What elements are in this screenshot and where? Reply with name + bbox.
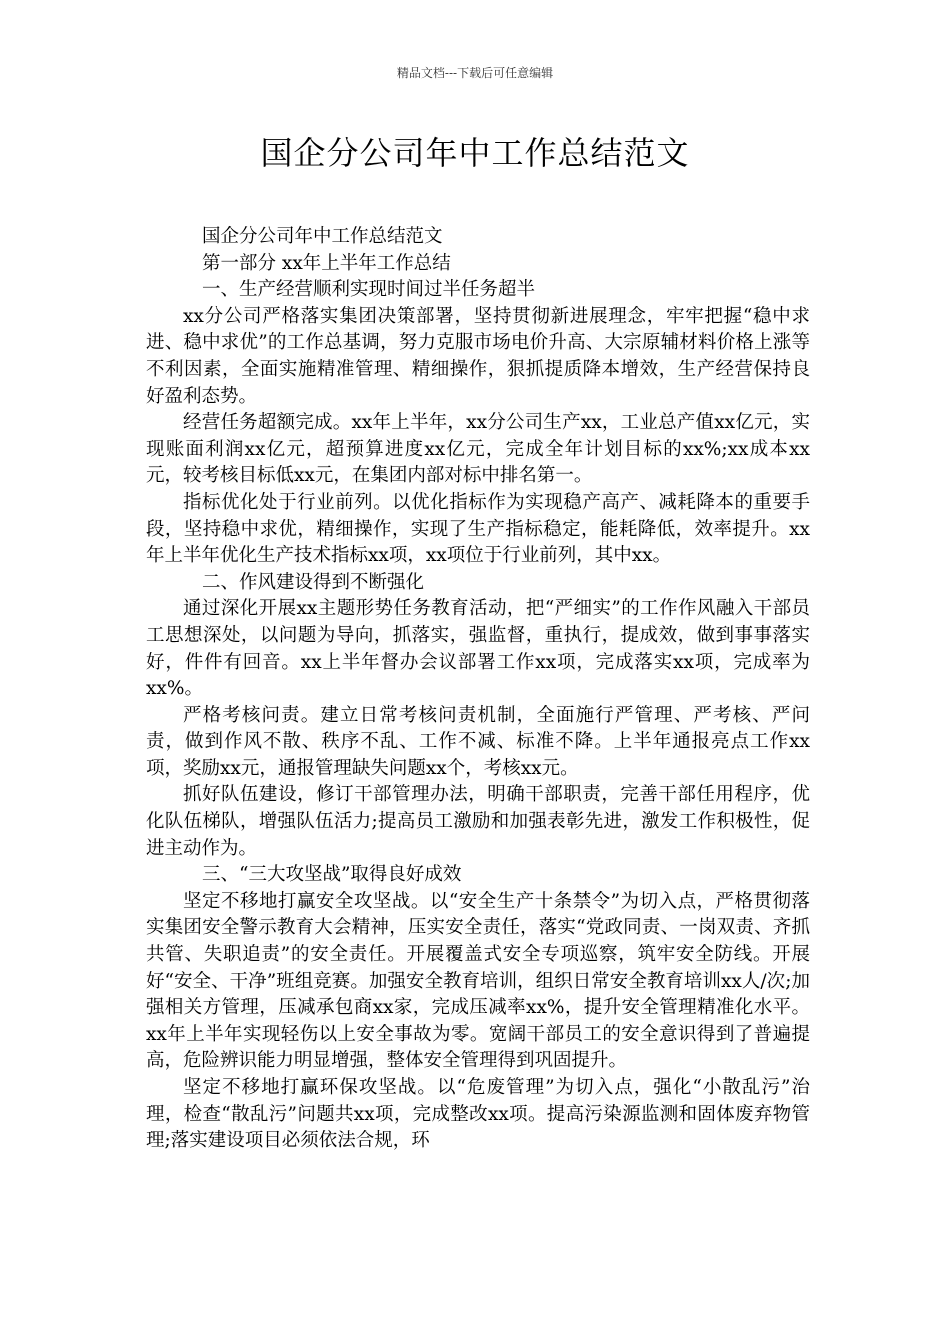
section-heading-3: 三、“三大攻坚战”取得良好成效 (202, 864, 462, 886)
header-watermark: 精品文档---下载后可任意编辑 (396, 66, 554, 80)
paragraph: 严格考核问责。建立日常考核问责机制，全面施行严管理、严考核、严问责，做到作风不散、秩序不乱、工作不减、标准不降。上半年通报亮点工作xx项，奖励xx元，通报管理缺失问题xx个，考核xx元。 (146, 704, 810, 779)
paragraph: 经营任务超额完成。xx年上半年，xx分公司生产xx，工业总产值xx亿元，实现账面利润xx亿元，超预算进度xx亿元，完成全年计划目标的xx%;xx成本xx元，较考核目标低xx元，在集团内部对标中排名第一。 (146, 412, 810, 487)
paragraph: 指标优化处于行业前列。以优化指标作为实现稳产高产、减耗降本的重要手段，坚持稳中求优，精细操作，实现了生产指标稳定，能耗降低，效率提升。xx年上半年优化生产技术指标xx项，xx项位于行业前列，其中xx。 (146, 491, 810, 567)
paragraph: 通过深化开展xx主题形势任务教育活动，把“严细实”的工作作风融入干部员工思想深处，以问题为导向，抓落实，强监督，重执行，提成效，做到事事落实好，件件有回音。xx上半年督办会议部署工作xx项，完成落实xx项，完成率为xx%。 (146, 598, 810, 700)
part-heading: 第一部分 xx年上半年工作总结 (202, 252, 451, 274)
paragraph: 抓好队伍建设，修订干部管理办法，明确干部职责，完善干部任用程序，优化队伍梯队，增强队伍活力;提高员工激励和加强表彰先进，激发工作积极性，促进主动作为。 (146, 784, 810, 859)
body-title-line: 国企分公司年中工作总结范文 (202, 226, 443, 247)
document-body (146, 224, 810, 1155)
paragraph: 坚定不移地打赢安全攻坚战。以“安全生产十条禁令”为切入点，严格贯彻落实集团安全警示教育大会精神，压实安全责任，落实“党政同责、一岗双责、齐抓共管、失职追责”的安全责任。开展覆盖式安全专项巡察，筑牢安全防线。开展好“安全、干净”班组竞赛。加强安全教育培训，组织日常安全教育培训xx人/次;加强相关方管理，压减承包商xx家，完成压减率xx%，提升安全管理精准化水平。xx年上半年实现轻伤以上安全事故为零。宽阔干部员工的安全意识得到了普遍提高，危险辨识能力明显增强，整体安全管理得到巩固提升。 (146, 890, 810, 1072)
paragraph: xx分公司严格落实集团决策部署，坚持贯彻新进展理念，牢牢把握“稳中求进、稳中求优”的工作总基调，努力克服市场电价升高、大宗原辅材料价格上涨等不利因素，全面实施精准管理、精细操作，狠抓提质降本增效，生产经营保持良好盈利态势。 (146, 305, 810, 407)
document-title: 国企分公司年中工作总结范文 (260, 134, 690, 172)
section-heading-2: 二、作风建设得到不断强化 (202, 571, 425, 593)
section-heading-1: 一、生产经营顺利实现时间过半任务超半 (202, 279, 536, 301)
paragraph: 坚定不移地打赢环保攻坚战。以“危废管理”为切入点，强化“小散乱污”治理，检查“散乱污”问题共xx项，完成整改xx项。提高污染源监测和固体废弃物管理;落实建设项目必须依法合规，环 (146, 1077, 810, 1152)
